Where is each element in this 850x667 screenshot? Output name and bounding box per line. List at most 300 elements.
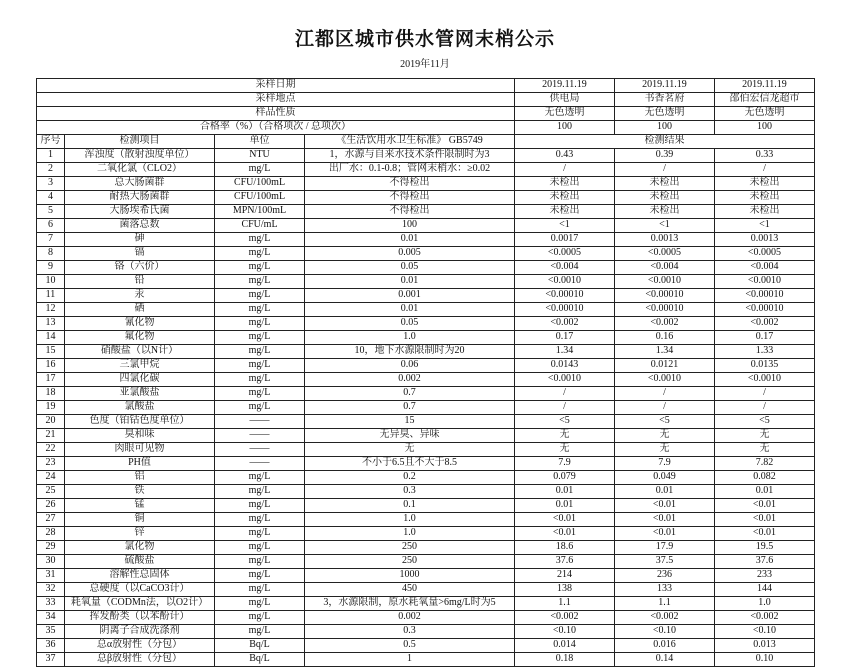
cell-result-3: 0.0135 [715,359,815,373]
cell-value: 供电局 [515,93,615,107]
cell-result-1: <5 [515,415,615,429]
cell-result-1: 未检出 [515,177,615,191]
cell-result-2: 7.9 [615,457,715,471]
cell-result-3: <1 [715,219,815,233]
cell-result-2: <0.01 [615,499,715,513]
cell-no: 11 [37,289,65,303]
cell-value: 100 [515,121,615,135]
cell-result-1: 0.0017 [515,233,615,247]
cell-std: 1，水源与自来水技术条件限制时为3 [305,149,515,163]
table-row [37,387,815,401]
table-row [37,331,815,345]
cell-unit: —— [215,429,305,443]
cell-std: 100 [305,219,515,233]
cell-result-3: 1.33 [715,345,815,359]
cell-result-2: <0.10 [615,625,715,639]
cell-std: 450 [305,583,515,597]
cell-result-1: <0.01 [515,527,615,541]
cell-unit: mg/L [215,373,305,387]
cell-result-2: 未检出 [615,205,715,219]
cell-item: 菌落总数 [65,219,215,233]
cell-std: 0.002 [305,373,515,387]
cell-item: 耐热大肠菌群 [65,191,215,205]
cell-value: 100 [615,121,715,135]
cell-unit: mg/L [215,387,305,401]
table-row [37,191,815,205]
table-row [37,499,815,513]
cell-result-3: 233 [715,569,815,583]
table-row-sampling-date [37,79,815,93]
cell-std: 不小于6.5且不大于8.5 [305,457,515,471]
cell-item: 四氯化碳 [65,373,215,387]
cell-no: 3 [37,177,65,191]
cell-std: 0.05 [305,317,515,331]
table-row-pass-rate [37,121,815,135]
col-header-item: 检测项目 [65,135,215,149]
cell-result-1: <0.00010 [515,289,615,303]
table-row [37,303,815,317]
cell-result-2: <0.002 [615,611,715,625]
cell-unit: mg/L [215,569,305,583]
cell-no: 25 [37,485,65,499]
cell-result-3: <5 [715,415,815,429]
cell-result-2: 0.049 [615,471,715,485]
table-row [37,373,815,387]
cell-no: 7 [37,233,65,247]
cell-no: 32 [37,583,65,597]
cell-result-1: 未检出 [515,191,615,205]
cell-std: 0.06 [305,359,515,373]
table-body [37,79,815,667]
table-row [37,611,815,625]
cell-item: 挥发酚类（以苯酚计） [65,611,215,625]
cell-unit: CFU/100mL [215,191,305,205]
cell-result-3: <0.004 [715,261,815,275]
cell-no: 4 [37,191,65,205]
cell-no: 28 [37,527,65,541]
cell-no: 31 [37,569,65,583]
cell-result-3: 0.0013 [715,233,815,247]
cell-std: 0.005 [305,247,515,261]
cell-item: 肉眼可见物 [65,443,215,457]
cell-result-3: / [715,387,815,401]
cell-std: 0.01 [305,303,515,317]
cell-unit: mg/L [215,163,305,177]
cell-result-2: <0.0010 [615,275,715,289]
table-row-sampling-location [37,93,815,107]
cell-result-1: 未检出 [515,205,615,219]
cell-item: 总α放射性（分包） [65,639,215,653]
cell-result-2: <0.01 [615,513,715,527]
table-row [37,163,815,177]
cell-result-3: 0.01 [715,485,815,499]
cell-result-3: <0.0010 [715,275,815,289]
cell-result-3: <0.00010 [715,303,815,317]
cell-std: 10，地下水源限制时为20 [305,345,515,359]
cell-result-1: <1 [515,219,615,233]
cell-item: 溶解性总固体 [65,569,215,583]
cell-no: 9 [37,261,65,275]
cell-no: 1 [37,149,65,163]
cell-unit: mg/L [215,485,305,499]
table-row [37,429,815,443]
cell-result-3: 0.10 [715,653,815,667]
cell-unit: mg/L [215,247,305,261]
cell-unit: mg/L [215,261,305,275]
cell-item: 总β放射性（分包） [65,653,215,667]
cell-result-2: 未检出 [615,177,715,191]
cell-unit: mg/L [215,625,305,639]
cell-result-2: 0.016 [615,639,715,653]
cell-no: 12 [37,303,65,317]
cell-result-2: 1.34 [615,345,715,359]
table-row [37,541,815,555]
cell-result-1: 无 [515,429,615,443]
cell-result-1: 214 [515,569,615,583]
cell-no: 21 [37,429,65,443]
table-row [37,513,815,527]
cell-result-1: <0.0005 [515,247,615,261]
cell-std: 0.5 [305,639,515,653]
cell-item: 锌 [65,527,215,541]
row-label: 采样日期 [37,79,515,93]
cell-std: 出厂水：0.1-0.8；管网末梢水：≥0.02 [305,163,515,177]
cell-std: 0.01 [305,275,515,289]
cell-value: 2019.11.19 [715,79,815,93]
cell-result-1: <0.10 [515,625,615,639]
cell-no: 20 [37,415,65,429]
cell-result-2: 0.39 [615,149,715,163]
cell-std: 3，水源限制，原水耗氧量>6mg/L时为5 [305,597,515,611]
cell-value: 无色透明 [715,107,815,121]
cell-result-2: 无 [615,443,715,457]
cell-unit: mg/L [215,345,305,359]
cell-no: 30 [37,555,65,569]
cell-result-1: 0.0143 [515,359,615,373]
cell-std: 0.7 [305,387,515,401]
cell-result-3: / [715,401,815,415]
cell-unit: mg/L [215,597,305,611]
cell-std: 不得检出 [305,177,515,191]
table-row [37,485,815,499]
cell-result-1: 18.6 [515,541,615,555]
cell-result-2: <5 [615,415,715,429]
cell-result-1: <0.0010 [515,373,615,387]
row-label: 采样地点 [37,93,515,107]
cell-no: 5 [37,205,65,219]
table-row [37,205,815,219]
cell-no: 34 [37,611,65,625]
cell-result-1: 0.01 [515,485,615,499]
col-header-standard: 《生活饮用水卫生标准》 GB5749 [305,135,515,149]
table-row-sample-property [37,107,815,121]
cell-no: 8 [37,247,65,261]
cell-result-3: 0.33 [715,149,815,163]
cell-unit: mg/L [215,233,305,247]
cell-unit: mg/L [215,583,305,597]
cell-std: 0.01 [305,233,515,247]
cell-item: 氰化物 [65,317,215,331]
cell-no: 14 [37,331,65,345]
cell-result-2: <0.002 [615,317,715,331]
cell-no: 17 [37,373,65,387]
table-row [37,359,815,373]
table-row [37,471,815,485]
table-row [37,457,815,471]
cell-unit: mg/L [215,331,305,345]
cell-std: 1.0 [305,331,515,345]
cell-result-3: 未检出 [715,177,815,191]
cell-result-2: 0.0013 [615,233,715,247]
cell-unit: MPN/100mL [215,205,305,219]
cell-result-3: <0.002 [715,317,815,331]
cell-unit: mg/L [215,555,305,569]
cell-unit: CFU/100mL [215,177,305,191]
cell-std: 250 [305,555,515,569]
page-subtitle: 2019年11月 [400,59,450,70]
cell-item: 硒 [65,303,215,317]
table-row [37,625,815,639]
cell-value: 书香茗府 [615,93,715,107]
cell-unit: NTU [215,149,305,163]
cell-result-1: 0.43 [515,149,615,163]
cell-value: 无色透明 [615,107,715,121]
cell-result-3: 1.0 [715,597,815,611]
cell-unit: mg/L [215,541,305,555]
cell-result-3: <0.002 [715,611,815,625]
cell-result-3: <0.01 [715,499,815,513]
cell-item: 铜 [65,513,215,527]
cell-result-3: <0.0005 [715,247,815,261]
table-row [37,317,815,331]
cell-item: 色度（铂钴色度单位） [65,415,215,429]
table-row [37,177,815,191]
cell-item: 亚氯酸盐 [65,387,215,401]
cell-result-1: / [515,387,615,401]
cell-value: 2019.11.19 [615,79,715,93]
table-column-headers [37,135,815,149]
cell-item: 铅 [65,275,215,289]
page-title: 江都区城市供水管网末梢公示 [294,29,555,50]
cell-item: 硫酸盐 [65,555,215,569]
cell-std: 0.3 [305,485,515,499]
cell-unit: CFU/mL [215,219,305,233]
cell-item: 臭和味 [65,429,215,443]
cell-std: 0.1 [305,499,515,513]
cell-result-2: <0.00010 [615,303,715,317]
cell-result-1: / [515,163,615,177]
cell-result-1: <0.004 [515,261,615,275]
cell-result-3: 7.82 [715,457,815,471]
cell-std: 0.3 [305,625,515,639]
cell-unit: Bq/L [215,653,305,667]
table-row [37,639,815,653]
cell-unit: —— [215,415,305,429]
table-row [37,247,815,261]
cell-result-3: 无 [715,443,815,457]
cell-unit: mg/L [215,317,305,331]
table-row [37,233,815,247]
cell-no: 29 [37,541,65,555]
cell-std: 无 [305,443,515,457]
cell-no: 35 [37,625,65,639]
cell-result-1: <0.0010 [515,275,615,289]
cell-item: 铬（六价） [65,261,215,275]
cell-result-3: / [715,163,815,177]
cell-result-1: <0.002 [515,611,615,625]
cell-std: 15 [305,415,515,429]
cell-unit: mg/L [215,359,305,373]
cell-no: 19 [37,401,65,415]
col-header-result: 检测结果 [515,135,815,149]
cell-result-3: 37.6 [715,555,815,569]
cell-result-3: <0.0010 [715,373,815,387]
cell-no: 22 [37,443,65,457]
cell-result-1: 0.01 [515,499,615,513]
cell-result-1: <0.002 [515,317,615,331]
cell-unit: mg/L [215,289,305,303]
cell-result-1: <0.00010 [515,303,615,317]
cell-unit: mg/L [215,527,305,541]
cell-no: 37 [37,653,65,667]
table-row [37,415,815,429]
cell-item: 氟化物 [65,331,215,345]
cell-item: 氯酸盐 [65,401,215,415]
table-row [37,583,815,597]
table-row [37,275,815,289]
cell-unit: Bq/L [215,639,305,653]
cell-result-1: 138 [515,583,615,597]
cell-result-1: 0.014 [515,639,615,653]
table-row [37,219,815,233]
cell-item: 二氧化氯（CLO2） [65,163,215,177]
cell-result-2: <0.0005 [615,247,715,261]
cell-item: 阴离子合成洗涤剂 [65,625,215,639]
cell-result-3: 19.5 [715,541,815,555]
water-quality-table [36,78,815,667]
cell-no: 24 [37,471,65,485]
cell-item: 氯化物 [65,541,215,555]
cell-unit: mg/L [215,471,305,485]
row-label: 样品性质 [37,107,515,121]
cell-result-2: 未检出 [615,191,715,205]
cell-result-1: 7.9 [515,457,615,471]
cell-unit: —— [215,457,305,471]
cell-std: 0.7 [305,401,515,415]
cell-item: 汞 [65,289,215,303]
cell-item: 铝 [65,471,215,485]
cell-result-3: 无 [715,429,815,443]
table-row [37,443,815,457]
cell-std: 1000 [305,569,515,583]
cell-no: 33 [37,597,65,611]
cell-item: 耗氧量（CODMn法，以O2计） [65,597,215,611]
cell-item: 总大肠菌群 [65,177,215,191]
table-row [37,569,815,583]
cell-item: 铁 [65,485,215,499]
table-row [37,345,815,359]
cell-std: 250 [305,541,515,555]
cell-std: 0.002 [305,611,515,625]
cell-result-2: 0.01 [615,485,715,499]
cell-no: 26 [37,499,65,513]
cell-result-2: <0.0010 [615,373,715,387]
cell-std: 1.0 [305,513,515,527]
cell-result-2: 0.16 [615,331,715,345]
cell-result-3: 0.082 [715,471,815,485]
cell-item: 三氯甲烷 [65,359,215,373]
cell-result-2: 1.1 [615,597,715,611]
cell-no: 15 [37,345,65,359]
cell-std: 不得检出 [305,205,515,219]
cell-result-2: 133 [615,583,715,597]
cell-result-2: 无 [615,429,715,443]
cell-result-3: 144 [715,583,815,597]
cell-std: 不得检出 [305,191,515,205]
cell-result-1: / [515,401,615,415]
cell-unit: mg/L [215,275,305,289]
table-row [37,653,815,667]
cell-result-1: 1.1 [515,597,615,611]
cell-result-2: / [615,387,715,401]
cell-no: 13 [37,317,65,331]
cell-std: 1 [305,653,515,667]
cell-item: 砷 [65,233,215,247]
cell-std: 1.0 [305,527,515,541]
cell-no: 16 [37,359,65,373]
cell-result-2: 17.9 [615,541,715,555]
cell-result-3: <0.10 [715,625,815,639]
cell-result-3: 0.17 [715,331,815,345]
cell-value: 无色透明 [515,107,615,121]
cell-result-2: 0.0121 [615,359,715,373]
cell-no: 2 [37,163,65,177]
cell-result-3: 未检出 [715,191,815,205]
cell-unit: mg/L [215,303,305,317]
cell-std: 0.001 [305,289,515,303]
cell-result-1: 0.079 [515,471,615,485]
cell-result-3: 0.013 [715,639,815,653]
cell-result-2: <0.004 [615,261,715,275]
cell-result-2: <1 [615,219,715,233]
cell-result-3: <0.01 [715,527,815,541]
col-header-no: 序号 [37,135,65,149]
cell-result-3: <0.00010 [715,289,815,303]
cell-result-2: 37.5 [615,555,715,569]
cell-result-1: 37.6 [515,555,615,569]
cell-value: 100 [715,121,815,135]
cell-unit: mg/L [215,499,305,513]
cell-result-2: 236 [615,569,715,583]
cell-item: 硝酸盐（以N计） [65,345,215,359]
cell-item: 浑浊度（散射浊度单位） [65,149,215,163]
cell-no: 18 [37,387,65,401]
cell-no: 10 [37,275,65,289]
col-header-unit: 单位 [215,135,305,149]
cell-result-3: <0.01 [715,513,815,527]
cell-unit: mg/L [215,513,305,527]
cell-result-1: <0.01 [515,513,615,527]
cell-result-1: 0.18 [515,653,615,667]
cell-result-2: 0.14 [615,653,715,667]
cell-item: 锰 [65,499,215,513]
table-row [37,597,815,611]
cell-no: 27 [37,513,65,527]
cell-item: 总硬度（以CaCO3计） [65,583,215,597]
table-row [37,401,815,415]
cell-value: 2019.11.19 [515,79,615,93]
table-row [37,149,815,163]
